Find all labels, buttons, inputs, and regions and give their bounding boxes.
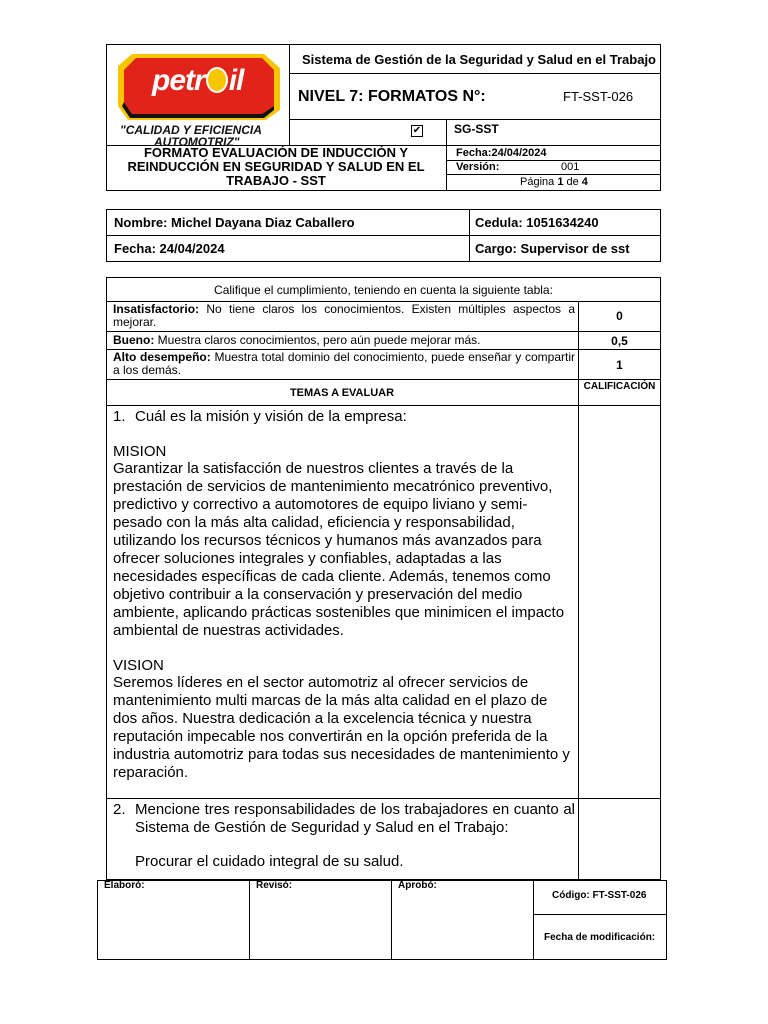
question-1-number: 1. (113, 408, 126, 425)
vision-text: Seremos líderes en el sector automotriz al ofrecer servicios de mantenimiento multi marcas de la más alta calidad en el plazo de dos años. Nuestra dedicación a la excelencia técnica y nuestra reputación impecable nos convertirán en la opción preferida de la industria automotriz para todas sus necesidades de mantenimiento y reparación. (113, 674, 570, 781)
footer-divider (533, 914, 667, 915)
version-value: 001 (561, 161, 580, 173)
vision-title: VISION (113, 657, 164, 674)
header-divider (289, 44, 290, 145)
header-divider (446, 119, 447, 191)
logo-text-b: il (228, 64, 244, 97)
header-divider (446, 174, 661, 175)
doc-title: FORMATO EVALUACIÓN DE INDUCCIÓN Y REINDUCCIÓN EN SEGURIDAD Y SALUD EN EL TRABAJO - SST (127, 145, 425, 188)
employee-name: Nombre: Michel Dayana Diaz Caballero (114, 215, 355, 230)
question-1-text: Cuál es la misión y visión de la empresa: (135, 408, 407, 425)
fecha-modificacion-label: Fecha de modificación: (544, 932, 656, 943)
footer-divider (533, 880, 534, 960)
scale-value: 1 (616, 358, 623, 372)
scale-row: Bueno: Muestra claros conocimientos, pero aún puede mejorar más. (113, 333, 481, 347)
logo-drop-icon (206, 67, 228, 93)
reviso-label: Revisó: (256, 880, 293, 891)
system-title: Sistema de Gestión de la Seguridad y Salud en el Trabajo (302, 52, 656, 67)
system-short: SG-SST (454, 122, 499, 136)
mision-text: Garantizar la satisfacción de nuestros clientes a través de la prestación de servicios de mantenimiento mecatrónico preventivo, predictivo y correctivo a automotores de equipo liviano y semi-pesado con la más alta calidad, eficiencia y responsabilidad, utilizando los recursos técnicos y humanos más avanzados para ofrecer soluciones integrales y confiables, adaptadas a las necesidades específicas de cada cliente. Además, tenemos como objetivo contribuir a la conservación y preservación del medio ambiente, aplicando prácticas sostenibles que minimicen el impacto ambiental de nuestras actividades. (113, 460, 565, 639)
level-label: NIVEL 7: FORMATOS N°: (298, 88, 486, 105)
evaluation-date: Fecha: 24/04/2024 (114, 241, 225, 256)
info-divider (469, 209, 470, 262)
header-divider (289, 73, 661, 74)
doc-date: Fecha:24/04/2024 (456, 147, 547, 159)
aprobo-label: Aprobó: (398, 880, 437, 891)
scale-instruction: Califique el cumplimiento, teniendo en cuenta la siguiente tabla: (214, 283, 553, 297)
scale-value: 0 (616, 309, 623, 323)
employee-cargo: Cargo: Supervisor de sst (475, 241, 630, 256)
checkbox[interactable]: ✔ (412, 125, 422, 136)
question-2-number: 2. (113, 801, 126, 818)
info-divider (106, 235, 661, 236)
col-topics-header: TEMAS A EVALUAR (289, 387, 395, 399)
footer-divider (391, 880, 392, 960)
elaboro-label: Elaboró: (104, 880, 145, 891)
mision-title: MISION (113, 443, 167, 460)
logo-slogan-line2: AUTOMOTRIZ" (154, 135, 240, 149)
scale-row: Insatisfactorio: No tiene claros los conocimientos. Existen múltiples aspectos a mejorar. (113, 302, 575, 329)
table-divider (578, 301, 579, 880)
header-divider (289, 119, 661, 120)
col-grade-header: CALIFICACIÓN (583, 381, 656, 392)
company-logo (114, 50, 286, 149)
format-code: FT-SST-026 (563, 89, 634, 104)
employee-cedula: Cedula: 1051634240 (475, 215, 599, 230)
codigo-label: Código: FT-SST-026 (552, 890, 647, 901)
question-2-answer: Procurar el cuidado integral de su salud. (135, 853, 404, 870)
scale-row: Alto desempeño: Muestra total dominio del conocimiento, puede enseñar y compartir a los demás. (113, 350, 576, 377)
logo-slogan-line1: "CALIDAD Y EFICIENCIA (120, 123, 262, 137)
question-2-text: Mencione tres responsabilidades de los trabajadores en cuanto al Sistema de Gestión de Seguridad y Salud en el Trabajo: (135, 801, 575, 836)
page-indicator: Página 1 de 4 (520, 176, 588, 188)
version-label: Versión: (456, 161, 500, 173)
logo-text-a: petr (152, 64, 205, 97)
footer-divider (249, 880, 250, 960)
scale-value: 0,5 (611, 334, 628, 348)
